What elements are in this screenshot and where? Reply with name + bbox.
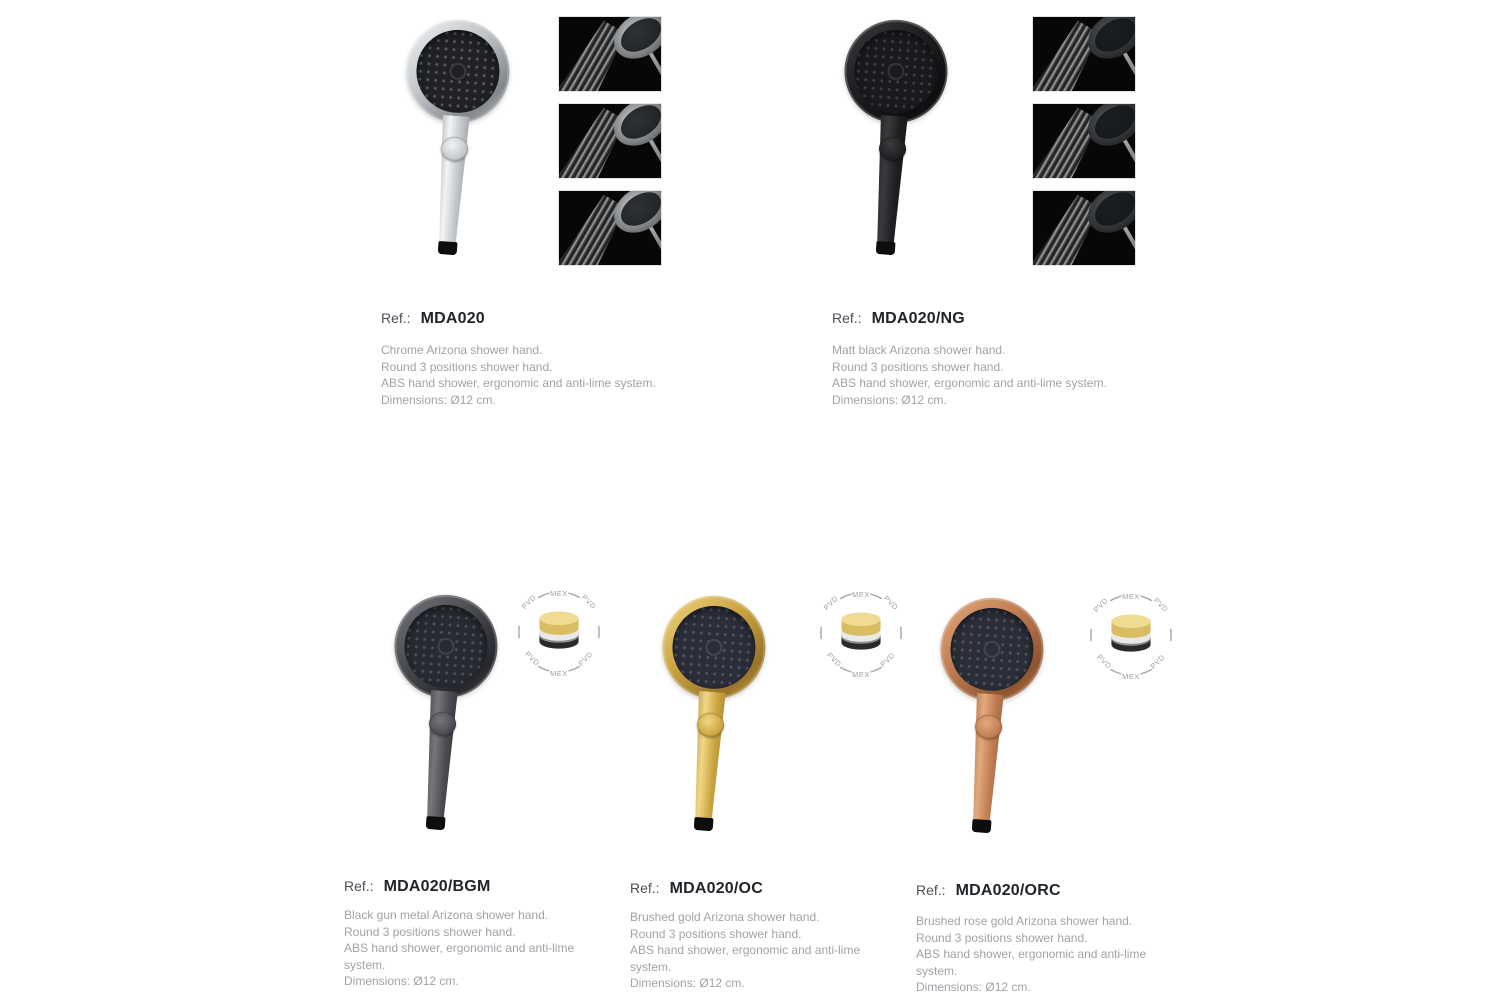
description-line: Round 3 positions shower hand.: [630, 926, 802, 941]
product-photo-shower-hand: [380, 16, 529, 267]
shower-handle: [957, 692, 1014, 825]
shower-handle: [423, 114, 480, 247]
product-description: [381, 342, 656, 408]
shower-face-center-cap: [449, 62, 467, 80]
description-line: ABS hand shower, ergonomic and anti-lime: [344, 941, 575, 955]
description-line: Dimensions: Ø12 cm.: [630, 976, 745, 990]
shower-handle-tip: [876, 241, 896, 255]
spray-thumbnails: [558, 16, 662, 266]
description-line: system.: [344, 957, 386, 972]
product-card-mda020-oc: [630, 586, 910, 996]
svg-text:PVD: PVD: [882, 593, 901, 612]
shower-face-center-cap: [705, 638, 723, 656]
product-photo-shower-hand: [914, 594, 1063, 845]
description-line: Dimensions: Ø12 cm.: [381, 392, 496, 407]
shower-face-nozzles: [852, 27, 941, 116]
svg-text:PVD: PVD: [1095, 652, 1114, 671]
product-description: [832, 342, 1107, 408]
svg-text:PVD: PVD: [821, 593, 840, 612]
product-card-mda020-orc: [916, 588, 1196, 998]
shower-handle: [861, 114, 918, 247]
product-card-mda020: [340, 8, 800, 438]
spray-thumbnail-1: [1032, 16, 1136, 92]
shower-face-nozzles: [670, 603, 759, 692]
badge-coating-disc: [841, 612, 880, 649]
product-code: MDA020/ORC: [955, 882, 1061, 899]
shower-handle-tip: [438, 241, 458, 255]
svg-text:PVD: PVD: [878, 650, 897, 669]
ref-label: Ref.:: [832, 310, 862, 326]
svg-text:PVD: PVD: [1152, 595, 1171, 614]
spray-thumbnail-2: [558, 103, 662, 179]
description-line: Dimensions: Ø12 cm.: [344, 974, 459, 988]
svg-text:PVD: PVD: [580, 592, 599, 611]
shower-face-nozzles: [948, 605, 1037, 694]
shower-face-nozzles: [402, 602, 491, 691]
product-card-mda020-bgm: [344, 585, 624, 995]
shower-head: [391, 591, 501, 701]
product-reference: [916, 882, 1061, 900]
product-code: MDA020/BGM: [383, 878, 491, 895]
product-code: MDA020: [420, 310, 485, 327]
svg-text:PVD: PVD: [1148, 652, 1167, 671]
svg-text:MEX: MEX: [852, 589, 870, 599]
shower-handle-tip: [426, 816, 446, 830]
description-line: Round 3 positions shower hand.: [381, 359, 553, 374]
description-line: Brushed rose gold Arizona shower hand.: [916, 914, 1133, 928]
shower-head: [841, 16, 951, 126]
shower-handle-tip: [694, 817, 714, 831]
product-description: [344, 907, 574, 990]
svg-text:PVD: PVD: [576, 649, 595, 668]
description-line: system.: [916, 963, 958, 978]
product-reference: [630, 880, 763, 898]
description-line: system.: [630, 959, 672, 974]
product-code: MDA020/NG: [871, 310, 965, 327]
description-line: ABS hand shower, ergonomic and anti-lime: [630, 943, 861, 957]
svg-text:MEX: MEX: [550, 669, 568, 677]
description-line: Black gun metal Arizona shower hand.: [344, 908, 549, 922]
shower-face-center-cap: [437, 637, 455, 655]
badge-coating-disc: [1111, 614, 1150, 651]
product-reference: [381, 310, 485, 328]
product-photo-shower-hand: [636, 592, 785, 843]
pvd-mex-badge: [816, 588, 906, 678]
svg-text:MEX: MEX: [550, 588, 568, 598]
product-photo-shower-hand: [368, 591, 517, 842]
shower-face-center-cap: [887, 62, 905, 80]
ref-label: Ref.:: [344, 878, 374, 894]
svg-text:PVD: PVD: [1091, 595, 1110, 614]
spray-thumbnails: [1032, 16, 1136, 266]
ref-label: Ref.:: [630, 880, 660, 896]
spray-thumbnail-3: [558, 190, 662, 266]
badge-coating-disc: [539, 611, 578, 648]
description-line: Chrome Arizona shower hand.: [381, 343, 543, 357]
spray-thumbnail-2: [1032, 103, 1136, 179]
svg-text:PVD: PVD: [825, 650, 844, 669]
ref-label: Ref.:: [381, 310, 411, 326]
description-line: ABS hand shower, ergonomic and anti-lime system.: [832, 376, 1107, 390]
description-line: Dimensions: Ø12 cm.: [916, 980, 1031, 994]
ref-label: Ref.:: [916, 882, 946, 898]
spray-thumbnail-1: [558, 16, 662, 92]
spray-thumbnail-3: [1032, 190, 1136, 266]
description-line: Dimensions: Ø12 cm.: [832, 392, 947, 407]
product-description: [630, 909, 860, 992]
product-description: [916, 913, 1146, 996]
product-photo-shower-hand: [818, 16, 967, 267]
svg-text:PVD: PVD: [519, 592, 538, 611]
description-line: Matt black Arizona shower hand.: [832, 343, 1006, 357]
shower-head: [937, 594, 1047, 704]
pvd-mex-badge: [514, 587, 604, 677]
description-line: Brushed gold Arizona shower hand.: [630, 910, 820, 924]
description-line: Round 3 positions shower hand.: [344, 924, 516, 939]
shower-handle: [679, 690, 736, 823]
pvd-mex-badge: [1086, 590, 1176, 680]
svg-text:MEX: MEX: [1122, 591, 1140, 601]
product-reference: [344, 878, 490, 896]
shower-handle: [411, 689, 468, 822]
svg-text:MEX: MEX: [1122, 672, 1140, 680]
product-card-mda020-ng: [790, 8, 1250, 438]
shower-head: [403, 16, 513, 126]
product-code: MDA020/OC: [669, 880, 763, 897]
svg-text:PVD: PVD: [523, 649, 542, 668]
product-reference: [832, 310, 965, 328]
description-line: ABS hand shower, ergonomic and anti-lime: [916, 947, 1147, 961]
description-line: ABS hand shower, ergonomic and anti-lime system.: [381, 376, 656, 390]
svg-text:MEX: MEX: [852, 670, 870, 678]
shower-head: [659, 592, 769, 702]
shower-face-center-cap: [983, 640, 1001, 658]
description-line: Round 3 positions shower hand.: [832, 359, 1004, 374]
shower-handle-tip: [972, 819, 992, 833]
shower-face-nozzles: [414, 27, 503, 116]
description-line: Round 3 positions shower hand.: [916, 930, 1088, 945]
